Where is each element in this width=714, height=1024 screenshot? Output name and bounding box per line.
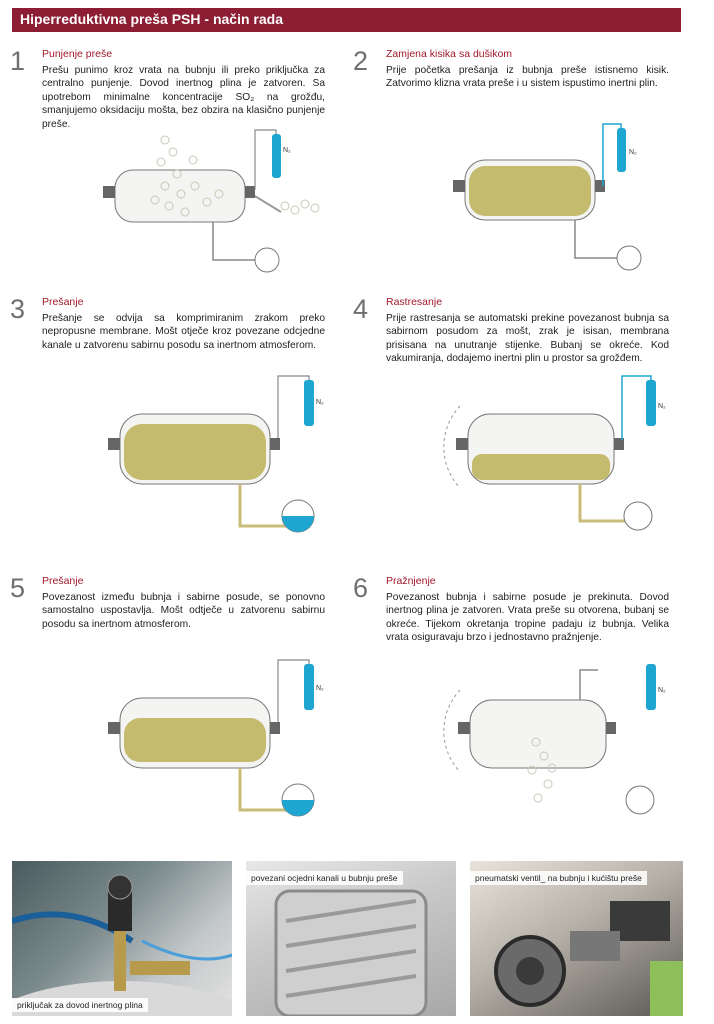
step-text: Prešanje se odvija sa komprimiranim zrakom preko nepropusne membrane. Mošt otječe kroz povezane odcjedne kanale u zatvorenu sabirnu posodu sa inertnom atmosferom. — [42, 313, 325, 351]
photo-caption: pneumatski ventil_ na bubnju i kućištu preše — [470, 871, 647, 885]
photo-caption: povezani ocjedni kanali u bubnju preše — [246, 871, 403, 885]
step-title: Prešanje — [42, 575, 84, 587]
valve-icon — [12, 861, 232, 1016]
step-number: 2 — [353, 46, 369, 76]
step-number: 5 — [10, 573, 26, 603]
gas-label: N₂ — [658, 403, 666, 410]
step-text: Prije rastresanja se automatski prekine povezanost bubnja sa sabirnom posudom za mošt, zrak je isisan, membrana prisisana na unutranje stijenke. Bubanj se okreće. Kod vakumiranja, dodajemo inertni plin u prostor sa grožđem. — [386, 313, 669, 365]
step-text: Povezanost bubnja i sabirne posude je prekinuta. Dovod inertnog plina je zatvoren. Vrata preše su otvorena, bubanj se okreće. Tijekom okretanja tropine padaju iz bubnja. Velika vrata osiguravaju brzo i jednostavno pražnjenje. — [386, 592, 669, 644]
page-title: Hiperreduktivna preša PSH - način rada — [20, 11, 283, 27]
photo-drainage-channels — [246, 861, 456, 1016]
step-number: 6 — [353, 573, 369, 603]
gas-label: N₂ — [316, 685, 324, 692]
step-title: Zamjena kisika sa dušikom — [386, 48, 513, 60]
loosening-diagram — [440, 376, 670, 551]
step-number: 1 — [10, 46, 26, 76]
step-text: Prije početka prešanja iz bubnja preše istisnemo kisik. Zatvorimo klizna vrata preše i u sistem ispustimo inertni plin. — [386, 65, 669, 90]
press-filling-diagram — [95, 130, 335, 290]
photo-caption: priključak za dovod inertnog plina — [12, 998, 148, 1012]
gas-label: N₂ — [629, 149, 637, 156]
gas-label: N₂ — [658, 687, 666, 694]
step-title: Rastresanje — [386, 296, 443, 308]
step-title: Pražnjenje — [386, 575, 436, 587]
photo-pneumatic-valve — [470, 861, 683, 1016]
step-number: 4 — [353, 294, 369, 324]
gas-label: N₂ — [316, 399, 324, 406]
emptying-diagram — [440, 660, 670, 835]
step-number: 3 — [10, 294, 26, 324]
step-text: Povezanost između bubnja i sabirne posude, se ponovno samostalno uspostavlja. Mošt odtječe u zatvorenu sabirnu posodu sa inertnom atmosferom. — [42, 592, 325, 630]
photo-inert-gas-connector — [12, 861, 232, 1016]
step-title: Prešanje — [42, 296, 84, 308]
nitrogen-purge-diagram — [445, 122, 670, 282]
step-text: Prešu punimo kroz vrata na bubnju ili preko priključka za centralno punjenje. Dovod inertnog plina je zatvoren. Sa upotrebom minimalne koncentracije SO₂ na grožđu, smanjujemo oksidaciju mošta, bez obzira na klasično punjenje preše. — [42, 65, 325, 130]
pressing-diagram — [100, 376, 335, 551]
page-header — [12, 8, 681, 32]
pressing-again-diagram — [100, 660, 335, 835]
step-title: Punjenje preše — [42, 48, 113, 60]
gas-label: N₂ — [283, 147, 291, 154]
